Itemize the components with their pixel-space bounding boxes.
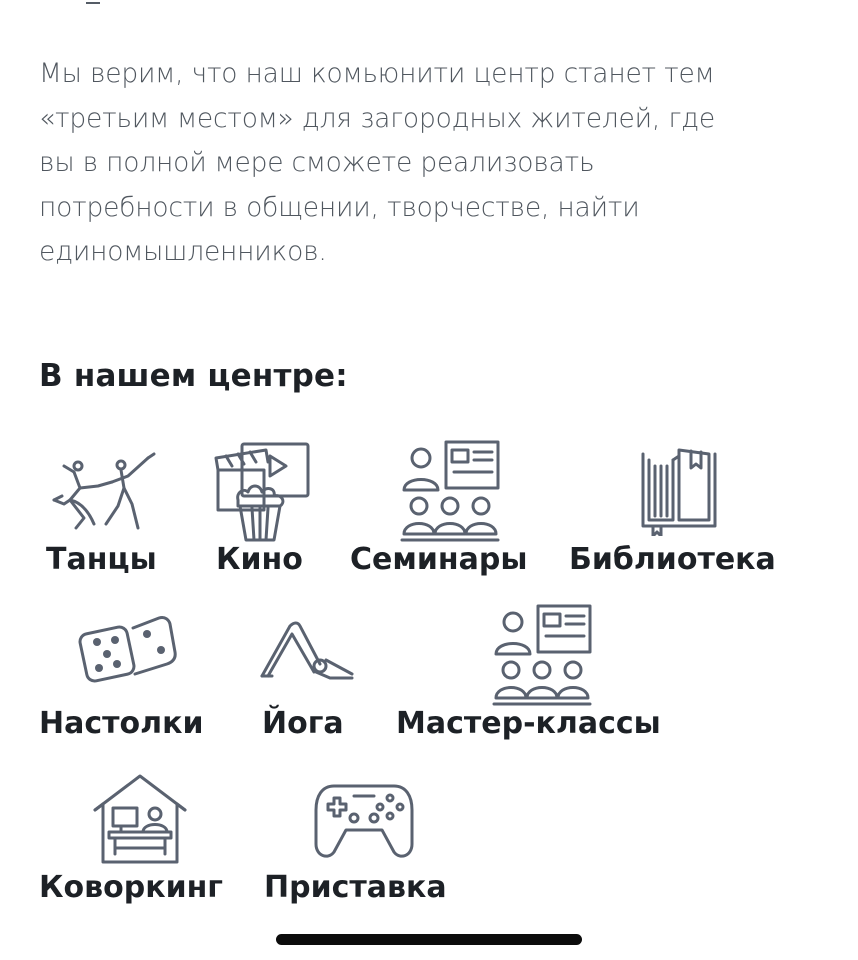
feature-cinema [214, 440, 344, 580]
feature-label: Семинары [350, 542, 528, 577]
intro-line: потребности в общении, творчестве, найти [39, 191, 640, 223]
feature-label: Библиотека [569, 542, 776, 577]
feature-library [569, 446, 793, 580]
feature-masterclasses [396, 604, 696, 746]
feature-label: Танцы [46, 542, 157, 577]
dancers-icon [46, 448, 176, 534]
coworking-icon [39, 772, 249, 866]
dice-icon [39, 612, 229, 688]
feature-board-games [39, 612, 229, 746]
intro-line: «третьим местом» для загородных жителей, где [39, 102, 716, 134]
seminar-icon [350, 440, 550, 542]
feature-label: Кино [216, 542, 303, 577]
feature-label: Коворкинг [39, 870, 223, 905]
feature-label: Йога [262, 706, 344, 741]
intro-line: единомышленников. [39, 236, 327, 267]
feature-label: Настолки [39, 706, 204, 741]
gamepad-icon [264, 780, 464, 860]
feature-label: Мастер-классы [396, 706, 661, 741]
yoga-icon [260, 620, 360, 682]
intro-line: вы в полной мере сможете реализовать [39, 147, 595, 178]
feature-coworking [39, 772, 249, 912]
home-indicator[interactable] [276, 934, 582, 945]
feature-dances [46, 448, 176, 578]
section-title: В нашем центре: [39, 358, 348, 394]
feature-seminars [350, 440, 550, 580]
book-icon [569, 446, 793, 536]
feature-label: Приставка [264, 870, 447, 905]
cinema-icon [214, 440, 344, 544]
feature-console [264, 780, 464, 912]
intro-line: Мы верим, что наш комьюнити центр станет тем [39, 58, 715, 89]
intro-paragraph [39, 52, 819, 275]
feature-yoga [260, 620, 360, 746]
masterclass-icon [396, 604, 696, 706]
cropped-text-fragment [86, 0, 100, 4]
